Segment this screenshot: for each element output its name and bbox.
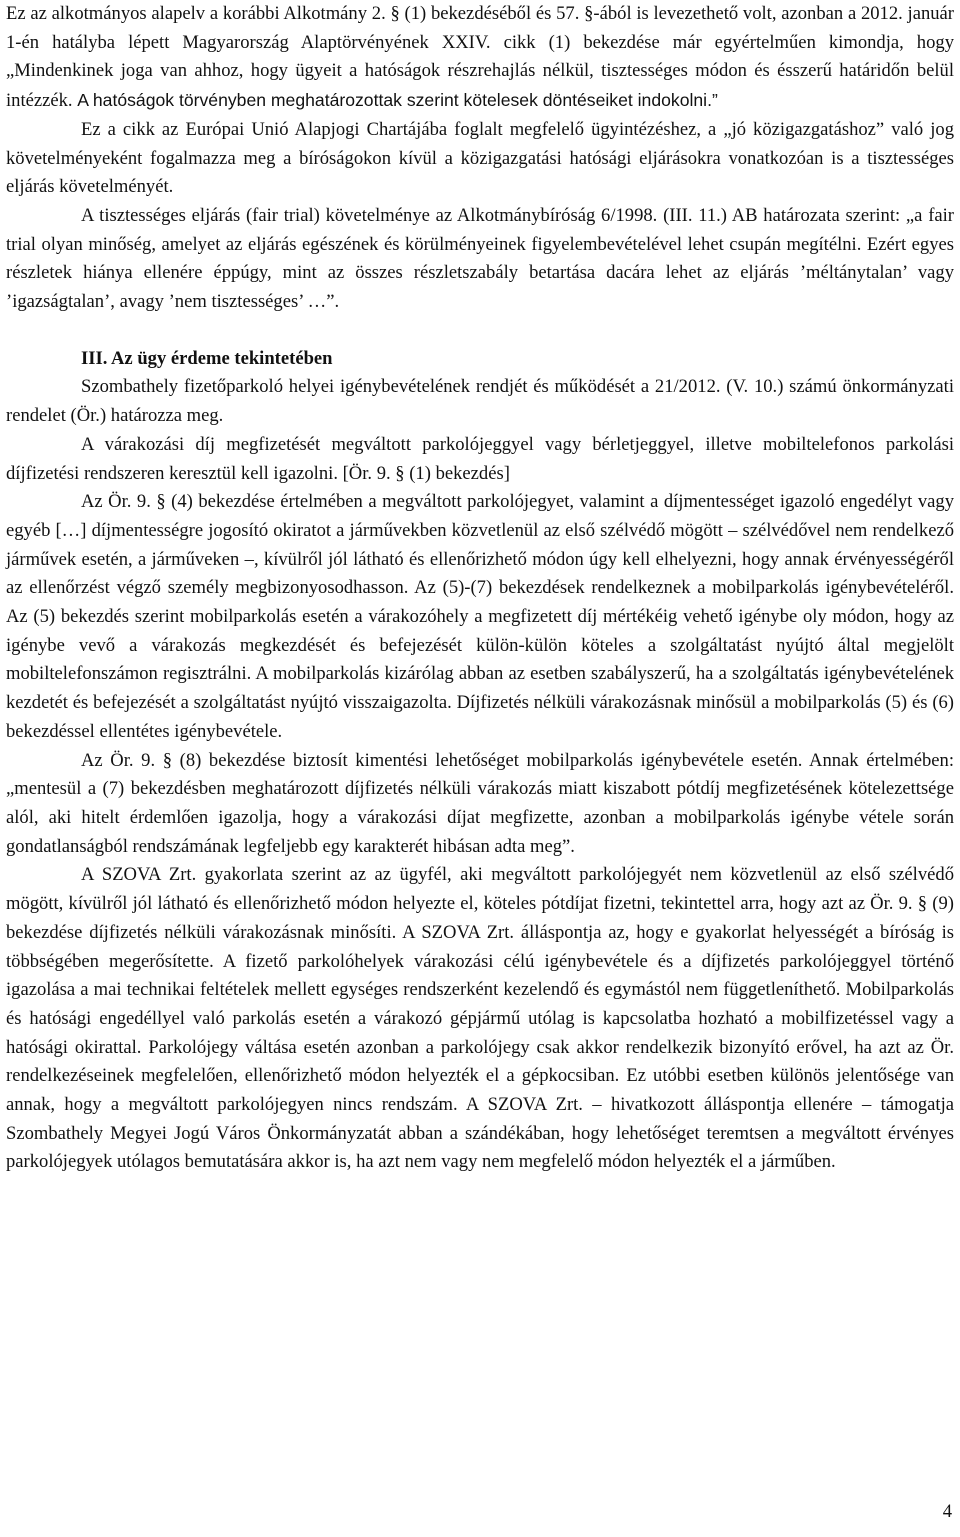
paragraph-section-9-8: Az Ör. 9. § (8) bekezdése biztosít kimentési lehetőséget mobilparkolás igénybevétele esetén. Annak értelmében: „mentesül a (7) bekezdésben meghatározott díjfizetés nélküli várakozás miatt kiszabott pótdíj megfizetésének kötelezettsége alól, aki hitelt érdemlően igazolja, hogy a várakozási díjat megfizette, azonban a mobilparkolás igénybe vétele során gondatlanságból rendszámának legfeljebb egy karakterét hibásan adta meg”. <box>6 749 954 857</box>
paragraph-regulation: Szombathely fizetőparkoló helyei igénybevételének rendjét és működését a 21/2012. (V. 10.) számú önkormányzati rendelet (Ör.) határozza meg. <box>6 376 954 427</box>
quoted-sentence: A hatóságok törvényben meghatározottak szerint kötelesek döntéseiket indokolni.” <box>77 90 718 111</box>
paragraph-eu-charter: Ez a cikk az Európai Unió Alapjogi Chartájába foglalt megfelelő ügyintézéshez, a „jó közigazgatáshoz” való jog követelményeként fogalmazza meg a bíróságokon kívül a közigazgatási hatósági eljárásokra vonatkozóan is a tisztességes eljárás követelményét. <box>6 118 954 198</box>
section-spacer <box>6 317 954 345</box>
paragraph-constitutional-principle <box>6 0 954 116</box>
paragraph-section-9-4: Az Ör. 9. § (4) bekezdése értelmében a megváltott parkolójegyet, valamint a díjmentességet igazoló engedélyt vagy egyéb […] díjmentességre jogosító okiratot a járművekben közvetlenül az első szélvédő mögött – szélvédővel nem rendelkező járművek esetén, a járműveken –, kívülről jól látható és ellenőrizhető módon úgy kell elhelyezni, hogy annak érvényességéről az ellenőrzést végző személy megbizonyosodhasson. Az (5)-(7) bekezdések rendelkeznek a mobilparkolás igénybevételéről. Az (5) bekezdés szerint mobilparkolás esetén a várakozóhely a megfizetett díj mértékéig vehető igénybe oly módon, hogy az igénybe vevő a várakozás megkezdését és befejezését külön-külön köteles a szolgáltatást nyújtó által megjelölt mobiltelefonszámon regisztrálni. A mobilparkolás kizárólag abban az esetben szabályszerű, ha a szolgáltatás igénybevételének kezdetét és befejezését a szolgáltatást nyújtó visszaigazolta. Díjfizetés nélküli várakozásnak minősül a mobilparkolás (5) és (6) bekezdéssel ellentétes igénybevétele. <box>6 491 954 742</box>
section-heading <box>6 345 954 374</box>
paragraph-szova-practice: A SZOVA Zrt. gyakorlata szerint az az ügyfél, aki megváltott parkolójegyét nem közvetlenül az első szélvédő mögött, kívülről jól látható és ellenőrizhető módon helyezte el, köteles pótdíjat fizetni, tekintettel arra, hogy azt az Ör. 9. § (9) bekezdése díjfizetés nélküli várakozásnak minősíti. A SZOVA Zrt. álláspontja az, hogy e gyakorlat helyességét a bíróság is többségében megerősítette. A fizető parkolóhelyek várakozási célú igénybevétele és a díjfizetés parkolójeggyel történő igazolása a mai technikai feltételek mellett egységes rendszerként kezelendő és egymástól nem függetleníthető. Mobilparkolás és hatósági engedéllyel való parkolás esetén a várakozó gépjármű utólag is kapcsolatba hozható a mobilfizetéssel vagy a hatósági okirattal. Parkolójegy váltása esetén azonban a parkolójegy csak akkor rendelkezik bizonyító erővel, ha azt az Ör. rendelkezéseinek megfelelően, ellenőrizhető módon helyezték el a gépkocsiban. Ez utóbbi esetben különös jelentősége van annak, hogy a megváltott parkolójegyen nincs rendszám. A SZOVA Zrt. – hivatkozott álláspontja ellenére – támogatja Szombathely Megyei Jogú Város Önkormányzatát abban a szándékában, hogy lehetőséget teremtsen a megváltott érvényes parkolójegyek utólagos bemutatására akkor is, ha azt nem vagy nem megfelelő módon helyezték el a járműben. <box>6 864 954 1173</box>
paragraph-fair-trial: A tisztességes eljárás (fair trial) követelménye az Alkotmánybíróság 6/1998. (III. 11.) AB határozata szerint: „a fair trial olyan minőség, amelyet az eljárás egészének és körülményeinek figyelembevételével lehet csupán megítélni. Ezért egyes részletek hiánya ellenére éppúgy, mint az összes részletszabály betartása dacára lehet az eljárás ’méltánytalan’ vagy ’igazságtalan’, avagy ’nem tisztességes’ …”. <box>6 204 954 313</box>
paragraph-parking-fee: A várakozási díj megfizetését megváltott parkolójeggyel vagy bérletjeggyel, illetve mobiltelefonos parkolási díjfizetési rendszeren keresztül kell igazolni. [Ör. 9. § (1) bekezdés] <box>6 433 954 484</box>
paragraph-text: Ez az alkotmányos alapelv a korábbi Alkotmány 2. § (1) bekezdéséből és 57. §-ából is levezethető volt, azonban a 2012. január 1-én hatályba lépett Magyarország Alaptörvényének XXIV. cikk (1) bekezdése már egyértelműen kimondja, hogy „Mindenkinek joga van ahhoz, hogy ügyeit a hatóságok részrehajlás nélkül, tisztességes módon és ésszerű határidőn belül intézzék. <box>6 3 954 112</box>
document-page <box>6 0 954 1177</box>
page-number: 4 <box>942 1501 952 1522</box>
section-title: Az ügy érdeme tekintetében <box>110 347 333 369</box>
section-number: III. <box>81 347 108 369</box>
